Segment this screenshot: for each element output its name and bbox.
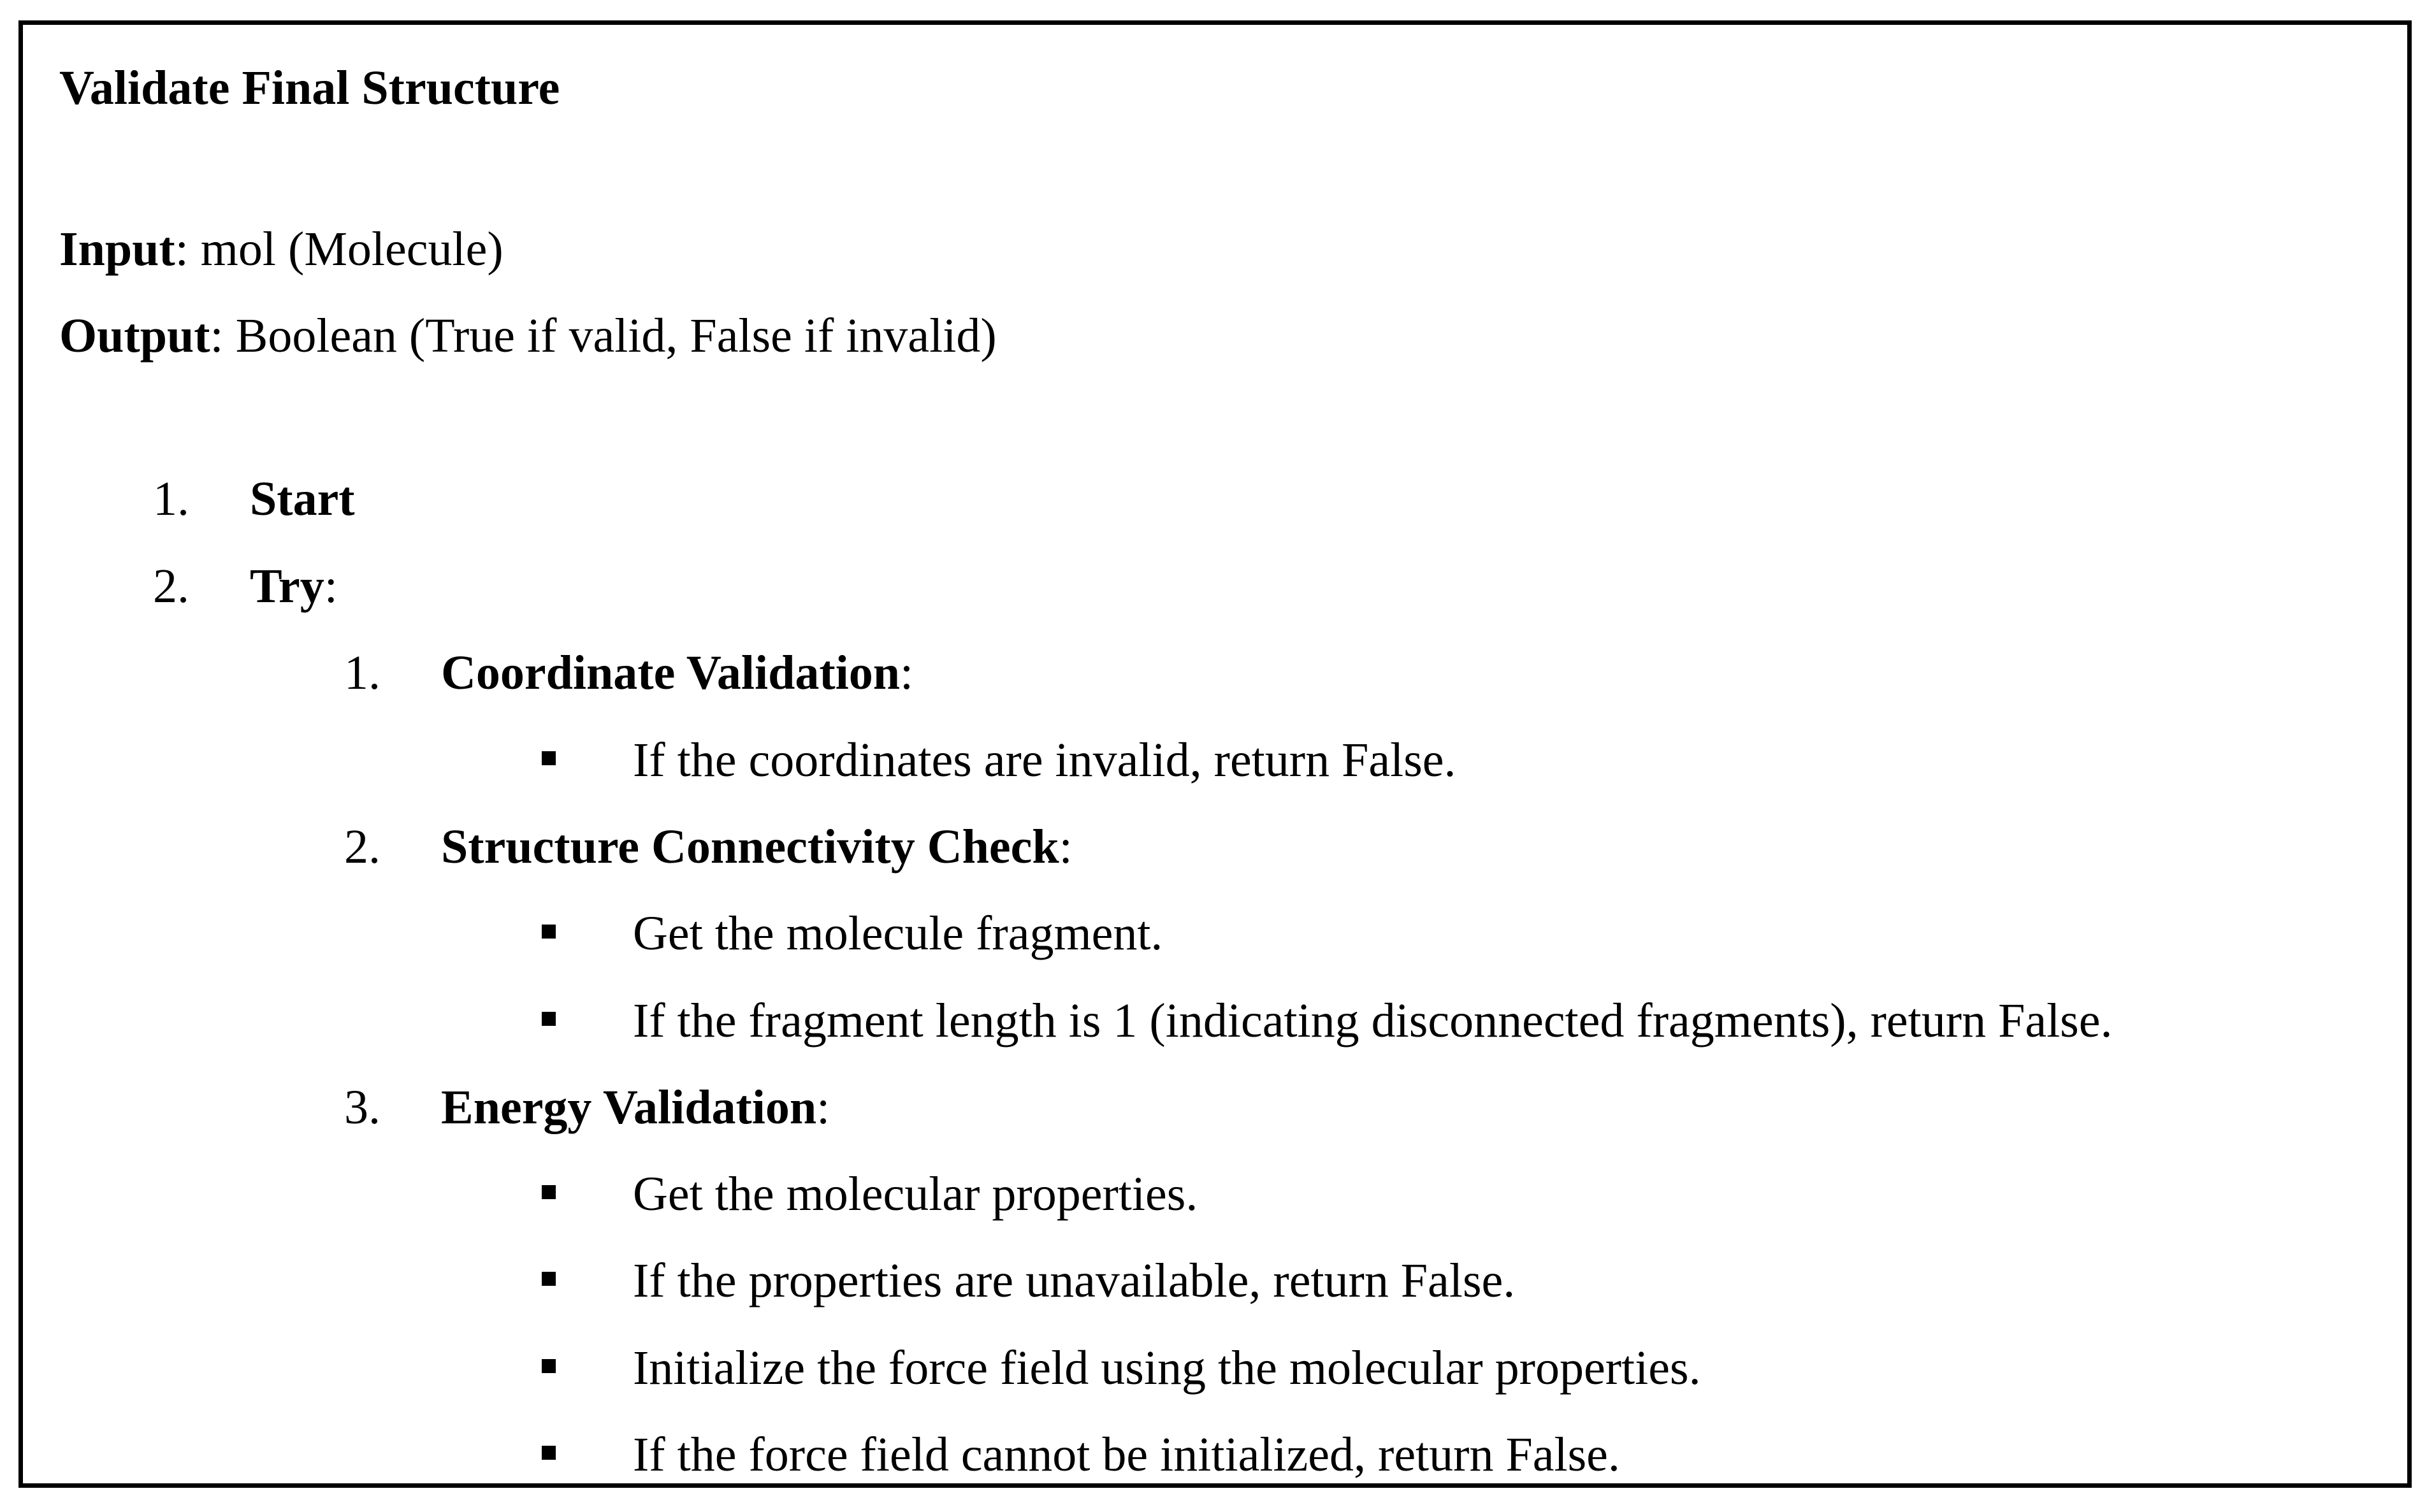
substep-label: Energy Validation (441, 1081, 817, 1134)
substep-suffix: : (816, 1081, 830, 1134)
step-number: 1. (153, 472, 189, 526)
substep-suffix: : (900, 646, 914, 700)
step-number: 2. (153, 559, 189, 613)
bullet-icon (542, 1185, 556, 1199)
input-label: Input (59, 222, 175, 276)
bullet-icon (542, 1446, 556, 1460)
bullet-text: Initialize the force field using the molecular properties. (633, 1341, 1701, 1395)
bullet-icon (542, 925, 556, 939)
step-suffix: : (324, 559, 338, 613)
output-label: Output (59, 309, 210, 363)
output-line (59, 309, 997, 363)
substep-number: 2. (344, 820, 380, 874)
bullet-icon (542, 1012, 556, 1026)
step-item (250, 559, 338, 613)
bullet-text: Get the molecule fragment. (633, 907, 1163, 960)
step-item (250, 472, 355, 526)
substep-number: 1. (344, 646, 380, 700)
output-text: : Boolean (True if valid, False if invalid) (210, 309, 997, 363)
substep-item (441, 646, 914, 700)
bullet-text: If the coordinates are invalid, return False. (633, 733, 1456, 787)
bullet-text: If the fragment length is 1 (indicating disconnected fragments), return False. (633, 994, 2113, 1048)
bullet-icon (542, 1359, 556, 1373)
step-label: Start (250, 472, 355, 526)
step-label: Try (250, 559, 324, 613)
input-line (59, 222, 503, 276)
bullet-text: If the properties are unavailable, return False. (633, 1254, 1516, 1307)
substep-item (441, 820, 1073, 874)
bullet-text: Get the molecular properties. (633, 1167, 1198, 1221)
input-text: : mol (Molecule) (175, 222, 503, 276)
substep-label: Structure Connectivity Check (441, 820, 1059, 874)
substep-number: 3. (344, 1081, 380, 1134)
substep-item (441, 1083, 830, 1132)
bullet-icon (542, 751, 556, 765)
bullet-icon (542, 1272, 556, 1286)
bullet-text: If the force field cannot be initialized, return False. (633, 1428, 1620, 1481)
substep-label: Coordinate Validation (441, 646, 901, 700)
substep-suffix: : (1059, 820, 1073, 874)
algorithm-title: Validate Final Structure (59, 61, 560, 115)
